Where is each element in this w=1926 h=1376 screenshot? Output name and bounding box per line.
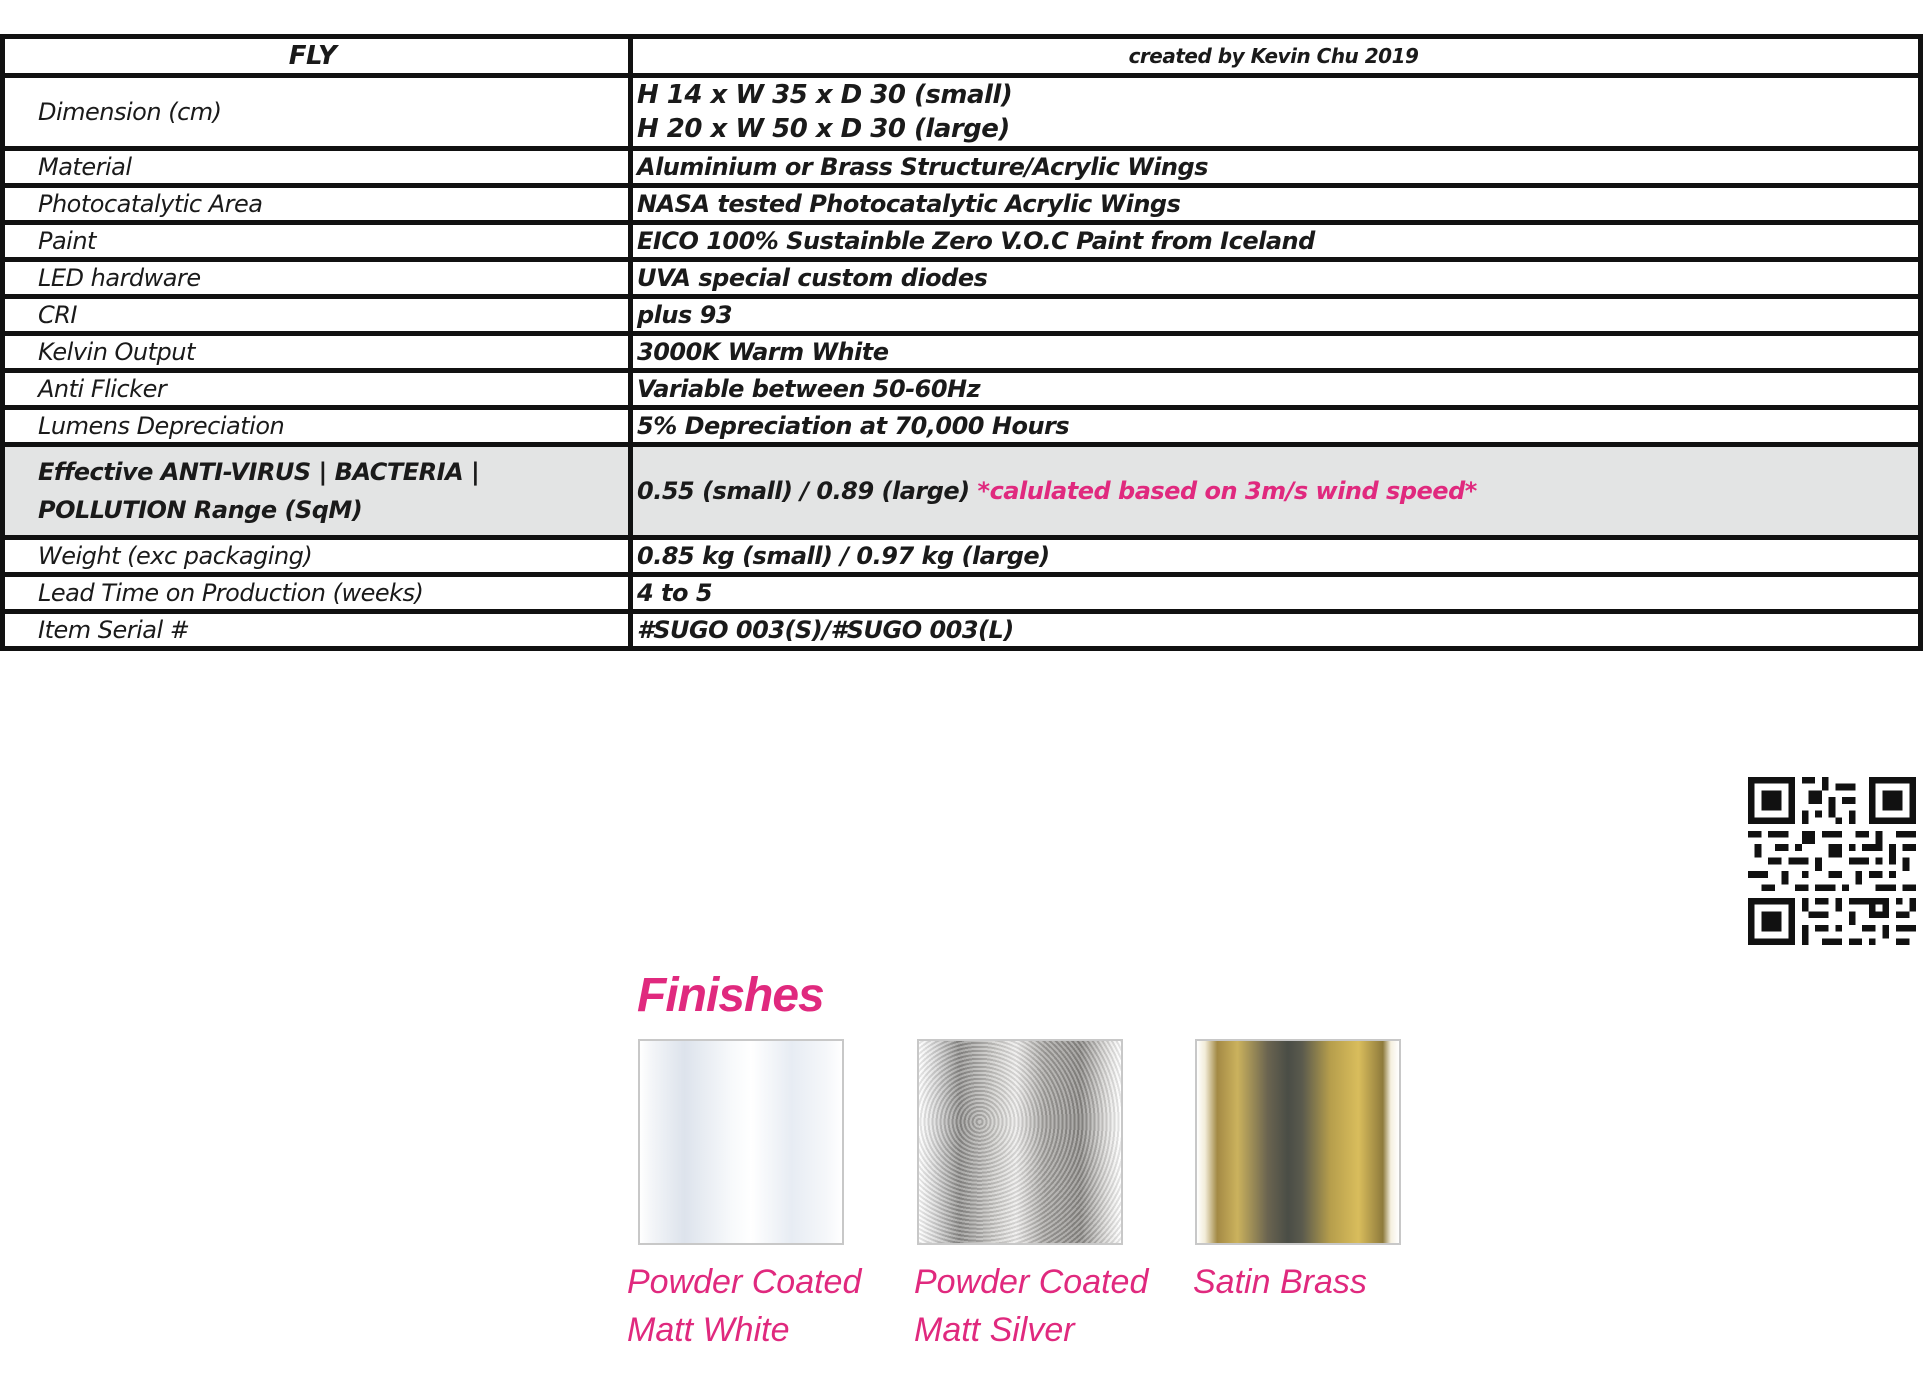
finish-label-matt-white: Powder Coated Matt White — [627, 1263, 862, 1349]
table-row — [3, 149, 1921, 186]
finish-swatch-matt-white[interactable] — [638, 1039, 844, 1245]
table-row — [3, 575, 1921, 612]
spec-label: Dimension (cm) — [3, 76, 631, 149]
table-row-dimension — [3, 76, 1921, 149]
finish-swatch-satin-brass[interactable] — [1195, 1039, 1401, 1245]
table-row — [3, 612, 1921, 649]
spec-label: Paint — [3, 223, 631, 260]
spec-value: 4 to 5 — [631, 575, 1921, 612]
wind-speed-note: *calulated based on 3m/s wind speed* — [977, 477, 1477, 505]
spec-label: Lumens Depreciation — [3, 408, 631, 445]
spec-value: 5% Depreciation at 70,000 Hours — [631, 408, 1921, 445]
qr-code-icon[interactable] — [1748, 777, 1916, 945]
finish-label-matt-silver: Powder Coated Matt Silver — [914, 1263, 1149, 1349]
spec-value: Aluminium or Brass Structure/Acrylic Wings — [631, 149, 1921, 186]
spec-value: 0.85 kg (small) / 0.97 kg (large) — [631, 538, 1921, 575]
table-row — [3, 223, 1921, 260]
spec-value: 3000K Warm White — [631, 334, 1921, 371]
table-row — [3, 408, 1921, 445]
spec-label: Weight (exc packaging) — [3, 538, 631, 575]
designer-credit: created by Kevin Chu 2019 — [631, 37, 1921, 76]
spec-label: CRI — [3, 297, 631, 334]
spec-value: EICO 100% Sustainble Zero V.O.C Paint from Iceland — [631, 223, 1921, 260]
spec-value: Variable between 50-60Hz — [631, 371, 1921, 408]
finish-swatch-matt-silver[interactable] — [917, 1039, 1123, 1245]
table-row-effective-range — [3, 445, 1921, 538]
spec-value: #SUGO 003(S)/#SUGO 003(L) — [631, 612, 1921, 649]
table-row — [3, 334, 1921, 371]
table-row — [3, 260, 1921, 297]
spec-label: Photocatalytic Area — [3, 186, 631, 223]
finish-label-satin-brass: Satin Brass — [1193, 1263, 1367, 1301]
spec-label: Kelvin Output — [3, 334, 631, 371]
product-name: FLY — [3, 37, 631, 76]
spec-table — [0, 34, 1923, 651]
spec-value-dimension — [631, 76, 1921, 149]
table-row — [3, 538, 1921, 575]
finishes-title: Finishes — [637, 969, 824, 1022]
spec-label: Material — [3, 149, 631, 186]
spec-value: plus 93 — [631, 297, 1921, 334]
table-header-row — [3, 37, 1921, 76]
spec-label: Item Serial # — [3, 612, 631, 649]
spec-value: UVA special custom diodes — [631, 260, 1921, 297]
table-row — [3, 371, 1921, 408]
spec-label: Anti Flicker — [3, 371, 631, 408]
spec-label: Effective ANTI-VIRUS | BACTERIA | POLLUTION Range (SqM) — [3, 445, 631, 538]
dimension-small: H 14 x W 35 x D 30 (small) — [637, 80, 1013, 110]
spec-value: NASA tested Photocatalytic Acrylic Wings — [631, 186, 1921, 223]
spec-label: Lead Time on Production (weeks) — [3, 575, 631, 612]
table-row — [3, 297, 1921, 334]
table-row — [3, 186, 1921, 223]
dimension-large: H 20 x W 50 x D 30 (large) — [637, 114, 1010, 144]
spec-label: LED hardware — [3, 260, 631, 297]
spec-value-effective-range: 0.55 (small) / 0.89 (large) *calulated based on 3m/s wind speed* — [631, 445, 1921, 538]
